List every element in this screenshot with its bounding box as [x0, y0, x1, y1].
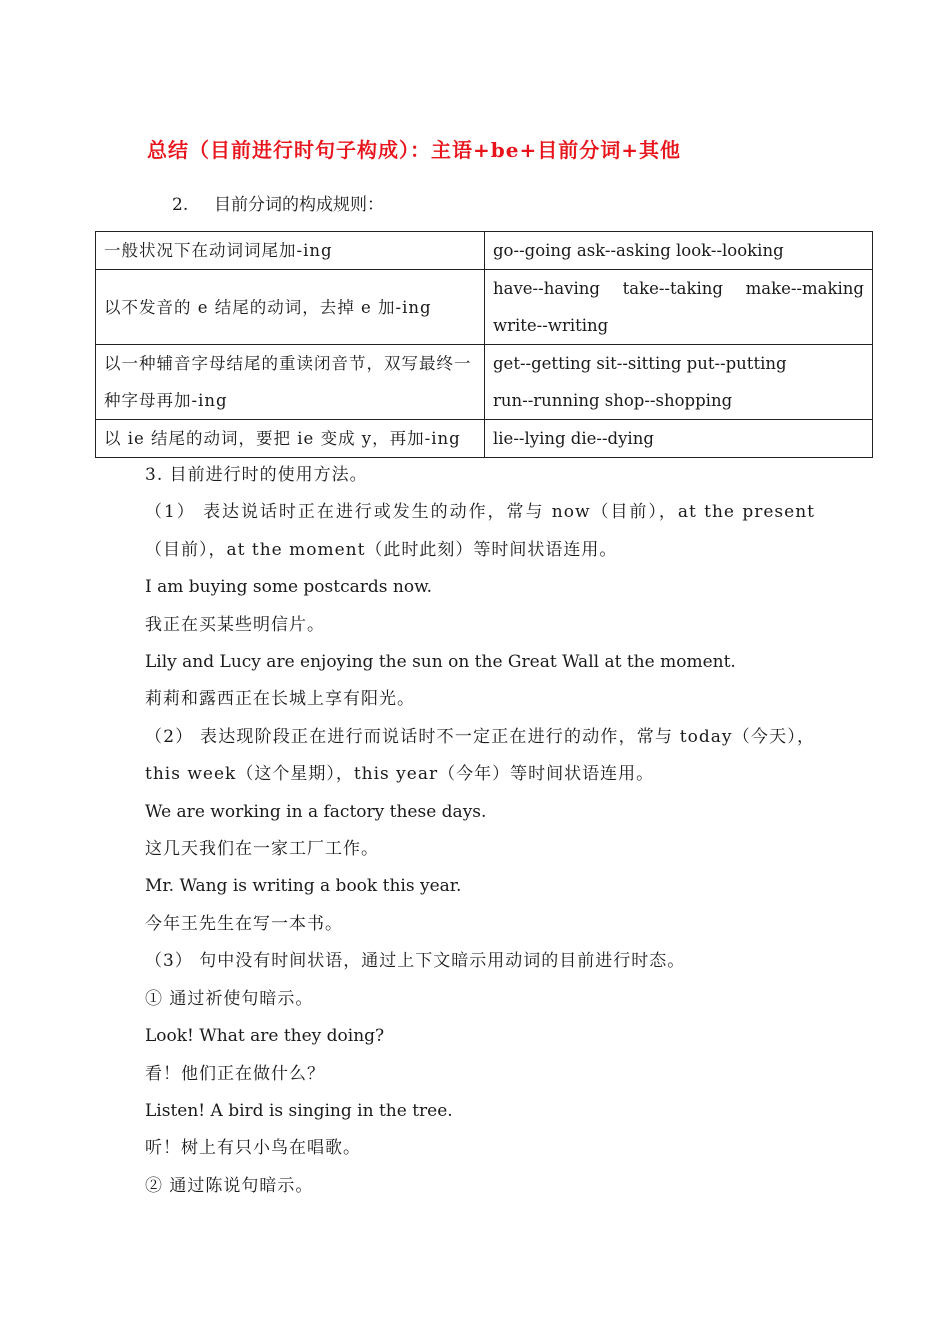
examples-cell — [485, 345, 873, 420]
sub-point-2: ② 通过陈说句暗示。 — [145, 1175, 314, 1196]
example-item: make--making — [745, 279, 864, 298]
examples-cell — [485, 232, 873, 270]
rule-cell: 以一种辅音字母结尾的重读闭音节，双写最终一种字母再加-ing — [96, 345, 485, 420]
table-row — [96, 345, 873, 420]
summary-heading: 总结（目前进行时句子构成）：主语+be+目前分词+其他 — [147, 138, 681, 162]
example-sentence-zh: 看！他们正在做什么？ — [145, 1063, 325, 1084]
example-sentence-en: Mr. Wang is writing a book this year. — [145, 876, 462, 897]
example-sentence-en: I am buying some postcards now. — [145, 577, 433, 598]
example-sentence-en: We are working in a factory these days. — [145, 801, 487, 822]
example-sentence-zh: 听！树上有只小鸟在唱歌。 — [145, 1138, 361, 1159]
example-line: lie--lying die--dying — [493, 429, 654, 448]
usage-point-3: （3） 句中没有时间状语，通过上下文暗示用动词的目前进行时态。 — [145, 951, 686, 972]
examples-cell — [485, 270, 873, 345]
rules-heading-number: 2. — [172, 195, 189, 215]
usage-point-1: （1） 表达说话时正在进行或发生的动作，常与 now（目前），at the present（目前），at the moment（此时此刻）等时间状语连用。 — [145, 502, 815, 560]
example-sentence-en: Lily and Lucy are enjoying the sun on the Great Wall at the moment. — [145, 652, 736, 673]
usage-point-2: （2） 表达现阶段正在进行而说话时不一定正在进行的动作，常与 today（今天），this week（这个星期），this year（今年）等时间状语连用。 — [145, 726, 815, 785]
example-sentence-en: Listen! A bird is singing in the tree. — [145, 1100, 453, 1121]
usage-section — [145, 457, 815, 1205]
rule-cell: 以 ie 结尾的动词，要把 ie 变成 y，再加-ing — [96, 420, 485, 458]
usage-heading: 3. 目前进行时的使用方法。 — [145, 465, 368, 485]
example-line: get--getting sit--sitting put--putting — [493, 354, 787, 373]
example-line: go--going ask--asking look--looking — [493, 241, 784, 260]
example-sentence-zh: 今年王先生在写一本书。 — [145, 913, 343, 934]
examples-cell — [485, 420, 873, 458]
participle-rules-table — [95, 231, 873, 458]
example-line — [493, 270, 864, 307]
table-row — [96, 270, 873, 345]
rules-heading-text: 目前分词的构成规则： — [214, 195, 384, 215]
example-sentence-en: Look! What are they doing? — [145, 1026, 385, 1047]
example-line: write--writing — [493, 316, 609, 335]
example-item: take--taking — [622, 279, 723, 298]
table-row — [96, 232, 873, 270]
table-row — [96, 420, 873, 458]
rule-cell: 一般状况下在动词词尾加-ing — [96, 232, 485, 270]
rules-heading — [172, 190, 384, 215]
example-line: run--running shop--shopping — [493, 391, 733, 410]
example-sentence-zh: 我正在买某些明信片。 — [145, 614, 325, 635]
rule-cell: 以不发音的 e 结尾的动词，去掉 e 加-ing — [96, 270, 485, 345]
example-item: have--having — [493, 279, 600, 298]
example-sentence-zh: 这几天我们在一家工厂工作。 — [145, 839, 379, 860]
sub-point-1: ① 通过祈使句暗示。 — [145, 988, 314, 1009]
example-sentence-zh: 莉莉和露西正在长城上享有阳光。 — [145, 689, 415, 710]
